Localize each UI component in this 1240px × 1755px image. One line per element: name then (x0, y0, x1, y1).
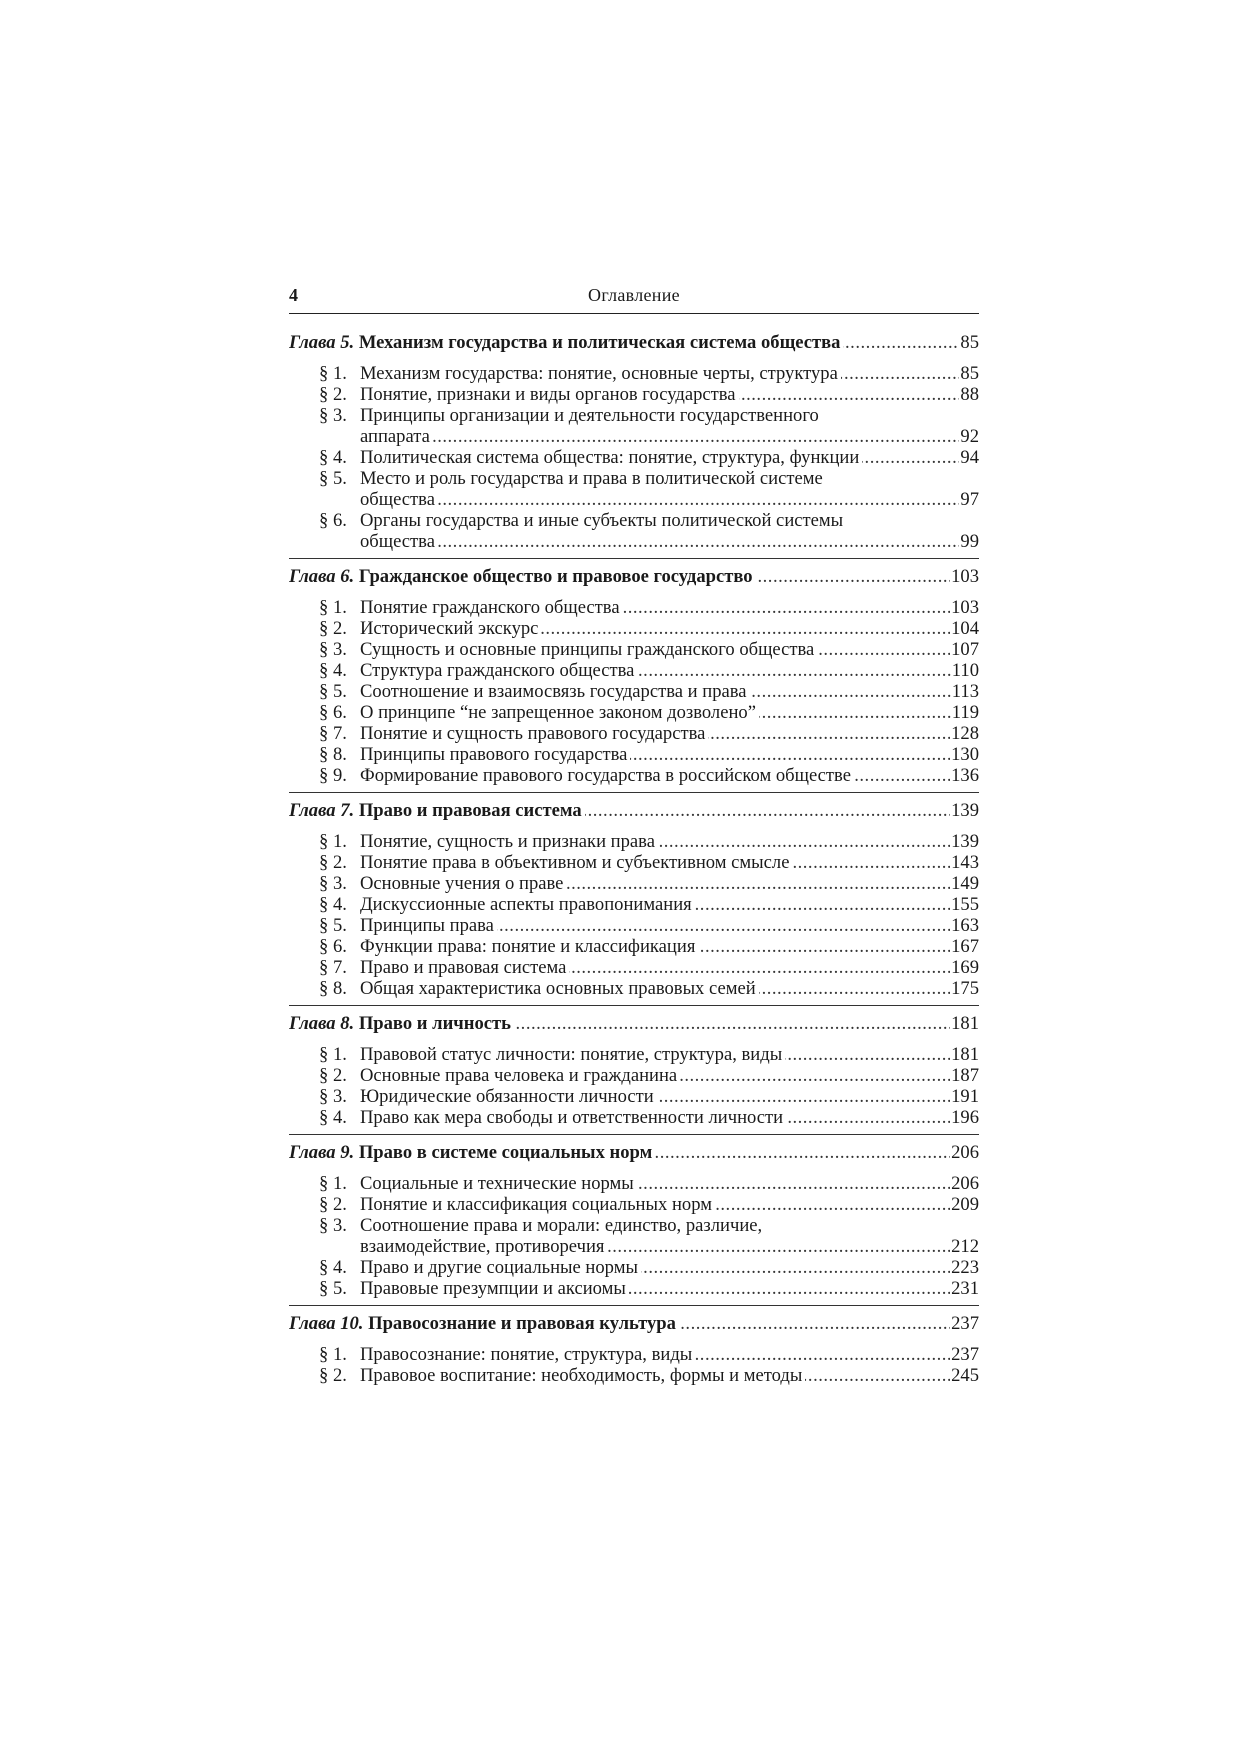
chapter-separator (289, 1005, 979, 1006)
leader-dots (360, 489, 979, 510)
toc-section-entry[interactable] (289, 936, 979, 957)
chapter-heading (289, 1012, 514, 1036)
section-number: § 1. (319, 363, 347, 384)
section-page-number: 88 (960, 384, 979, 405)
page-number: 4 (289, 285, 298, 305)
section-page-number: 167 (951, 936, 979, 957)
toc-section-continuation (289, 489, 979, 510)
section-title: Основные права человека и гражданина (360, 1065, 680, 1086)
chapter-heading (289, 799, 585, 823)
section-title: Механизм государства: понятие, основные черты, структура (360, 363, 841, 384)
toc-section-entry[interactable] (289, 894, 979, 915)
section-number: § 7. (319, 957, 347, 978)
section-page-number: 136 (951, 765, 979, 786)
toc-section-entry[interactable] (289, 468, 979, 489)
section-page-number: 209 (951, 1194, 979, 1215)
section-number: § 2. (319, 1194, 347, 1215)
section-page-number: 187 (951, 1065, 979, 1086)
section-number: § 2. (319, 618, 347, 639)
section-number: § 4. (319, 1107, 347, 1128)
section-number: § 1. (319, 1044, 347, 1065)
toc-section-entry[interactable] (289, 978, 979, 999)
section-page-number: 191 (951, 1086, 979, 1107)
chapter-page-number: 237 (951, 1313, 979, 1334)
chapter-page-number: 181 (951, 1013, 979, 1034)
toc-chapter-entry[interactable] (289, 1141, 979, 1165)
section-number: § 7. (319, 723, 347, 744)
running-header (289, 283, 979, 314)
toc-section-entry[interactable] (289, 1278, 979, 1299)
chapter-heading (289, 565, 756, 589)
section-page-number: 130 (951, 744, 979, 765)
toc-section-entry[interactable] (289, 702, 979, 723)
section-title: Принципы организации и деятельности государственного (360, 405, 822, 426)
section-page-number: 104 (951, 618, 979, 639)
section-title: Понятие и сущность правового государства (360, 723, 708, 744)
section-page-number: 92 (960, 426, 979, 447)
section-title: Политическая система общества: понятие, структура, функции (360, 447, 862, 468)
section-title: Понятие права в объективном и субъективном смысле (360, 852, 792, 873)
section-page-number: 163 (951, 915, 979, 936)
section-page-number: 212 (951, 1236, 979, 1257)
section-number: § 3. (319, 1086, 347, 1107)
toc-chapter-entry[interactable] (289, 1012, 979, 1036)
section-title: Понятие гражданского общества (360, 597, 623, 618)
section-page-number: 103 (951, 597, 979, 618)
toc-section-entry[interactable] (289, 765, 979, 786)
section-number: § 2. (319, 384, 347, 405)
section-page-number: 231 (951, 1278, 979, 1299)
section-title: Правовой статус личности: понятие, структура, виды (360, 1044, 785, 1065)
section-title: Социальные и технические нормы (360, 1173, 637, 1194)
toc-section-entry[interactable] (289, 831, 979, 852)
chapter-separator (289, 558, 979, 559)
section-title: Место и роль государства и права в политической системе (360, 468, 826, 489)
chapter-title: Гражданское общество и правовое государство (358, 566, 753, 587)
section-title: Органы государства и иные субъекты политической системы (360, 510, 846, 531)
toc-chapter-entry[interactable] (289, 565, 979, 589)
toc-section-entry[interactable] (289, 1257, 979, 1278)
section-page-number: 149 (951, 873, 979, 894)
section-title: Понятие, признаки и виды органов государства (360, 384, 739, 405)
chapter-heading (289, 1312, 679, 1336)
section-title: Структура гражданского общества (360, 660, 637, 681)
section-page-number: 128 (951, 723, 979, 744)
section-page-number: 139 (951, 831, 979, 852)
section-title: Сущность и основные принципы гражданского общества (360, 639, 817, 660)
section-number: § 9. (319, 765, 347, 786)
section-number: § 6. (319, 702, 347, 723)
section-page-number: 97 (960, 489, 979, 510)
leader-dots (360, 531, 979, 552)
chapter-heading (289, 331, 843, 355)
section-title: общества (360, 489, 438, 510)
section-page-number: 143 (951, 852, 979, 873)
toc-chapter-entry[interactable] (289, 1312, 979, 1336)
section-number: § 2. (319, 852, 347, 873)
toc-section-entry[interactable] (289, 597, 979, 618)
chapter-page-number: 85 (960, 332, 979, 353)
section-number: § 8. (319, 978, 347, 999)
toc-section-entry[interactable] (289, 405, 979, 426)
toc-section-continuation (289, 1236, 979, 1257)
section-number: § 5. (319, 681, 347, 702)
chapter-page-number: 103 (951, 566, 979, 587)
toc-section-entry[interactable] (289, 1107, 979, 1128)
toc-section-entry[interactable] (289, 915, 979, 936)
section-number: § 1. (319, 831, 347, 852)
section-title: Правосознание: понятие, структура, виды (360, 1344, 695, 1365)
toc-section-entry[interactable] (289, 1173, 979, 1194)
section-number: § 2. (319, 1365, 347, 1386)
chapter-label: Глава 5. (289, 332, 355, 353)
toc-section-entry[interactable] (289, 1344, 979, 1365)
section-page-number: 169 (951, 957, 979, 978)
section-number: § 1. (319, 597, 347, 618)
toc-section-entry[interactable] (289, 1065, 979, 1086)
section-page-number: 181 (951, 1044, 979, 1065)
section-number: § 5. (319, 1278, 347, 1299)
toc-section-entry[interactable] (289, 957, 979, 978)
section-number: § 4. (319, 1257, 347, 1278)
section-page-number: 99 (960, 531, 979, 552)
section-title: Право как мера свободы и ответственности личности (360, 1107, 786, 1128)
section-number: § 1. (319, 1344, 347, 1365)
section-page-number: 175 (951, 978, 979, 999)
section-page-number: 119 (951, 702, 979, 723)
section-title: Функции права: понятие и классификация (360, 936, 698, 957)
chapter-title: Право и правовая система (358, 800, 582, 821)
toc-section-entry[interactable] (289, 639, 979, 660)
toc-section-entry[interactable] (289, 1194, 979, 1215)
page-title: Оглавление (588, 285, 680, 305)
toc-chapter-entry[interactable] (289, 799, 979, 823)
chapter-label: Глава 6. (289, 566, 355, 587)
section-page-number: 94 (960, 447, 979, 468)
section-page-number: 155 (951, 894, 979, 915)
section-page-number: 223 (951, 1257, 979, 1278)
section-title: взаимодействие, противоречия (360, 1236, 607, 1257)
toc-section-continuation (289, 426, 979, 447)
toc-section-entry[interactable] (289, 1365, 979, 1386)
toc-section-entry[interactable] (289, 852, 979, 873)
chapter-label: Глава 9. (289, 1142, 355, 1163)
toc-section-entry[interactable] (289, 1215, 979, 1236)
toc-chapter-entry[interactable] (289, 331, 979, 355)
toc-section-entry[interactable] (289, 510, 979, 531)
chapter-title: Правосознание и правовая культура (368, 1313, 676, 1334)
toc-section-continuation (289, 531, 979, 552)
section-title: Соотношение права и морали: единство, различие, (360, 1215, 765, 1236)
section-page-number: 85 (960, 363, 979, 384)
chapter-label: Глава 7. (289, 800, 355, 821)
section-page-number: 196 (951, 1107, 979, 1128)
chapter-heading (289, 1141, 655, 1165)
section-title: Принципы правового государства (360, 744, 630, 765)
chapter-separator (289, 1305, 979, 1306)
section-number: § 5. (319, 468, 347, 489)
chapter-separator (289, 1134, 979, 1135)
section-number: § 6. (319, 510, 347, 531)
toc-section-entry[interactable] (289, 744, 979, 765)
chapter-title: Право и личность (358, 1013, 511, 1034)
section-page-number: 245 (951, 1365, 979, 1386)
section-title: Право и правовая система (360, 957, 569, 978)
section-number: § 4. (319, 447, 347, 468)
chapter-title: Механизм государства и политическая система общества (358, 332, 841, 353)
section-title: О принципе “не запрещенное законом дозволено” (360, 702, 759, 723)
toc-section-entry[interactable] (289, 447, 979, 468)
chapter-title: Право в системе социальных норм (358, 1142, 653, 1163)
chapter-separator (289, 792, 979, 793)
toc-section-entry[interactable] (289, 681, 979, 702)
section-title: общества (360, 531, 438, 552)
section-title: Соотношение и взаимосвязь государства и права (360, 681, 750, 702)
section-title: Юридические обязанности личности (360, 1086, 657, 1107)
section-number: § 2. (319, 1065, 347, 1086)
section-title: Исторический экскурс (360, 618, 541, 639)
toc-section-entry[interactable] (289, 1044, 979, 1065)
section-title: Основные учения о праве (360, 873, 566, 894)
section-title: Дискуссионные аспекты правопонимания (360, 894, 695, 915)
toc-section-entry[interactable] (289, 723, 979, 744)
section-number: § 8. (319, 744, 347, 765)
section-number: § 6. (319, 936, 347, 957)
section-page-number: 107 (951, 639, 979, 660)
chapter-page-number: 206 (951, 1142, 979, 1163)
section-number: § 5. (319, 915, 347, 936)
toc-section-entry[interactable] (289, 1086, 979, 1107)
section-number: § 1. (319, 1173, 347, 1194)
section-number: § 3. (319, 405, 347, 426)
chapter-page-number: 139 (951, 800, 979, 821)
section-title: Формирование правового государства в российском обществе (360, 765, 854, 786)
section-number: § 4. (319, 894, 347, 915)
toc-section-entry[interactable] (289, 660, 979, 681)
section-page-number: 110 (951, 660, 979, 681)
section-page-number: 113 (951, 681, 979, 702)
section-number: § 3. (319, 873, 347, 894)
section-title: Понятие, сущность и признаки права (360, 831, 658, 852)
toc-section-entry[interactable] (289, 384, 979, 405)
chapter-label: Глава 10. (289, 1313, 364, 1334)
section-title: Общая характеристика основных правовых семей (360, 978, 759, 999)
section-title: Право и другие социальные нормы (360, 1257, 641, 1278)
toc-section-entry[interactable] (289, 363, 979, 384)
chapter-label: Глава 8. (289, 1013, 355, 1034)
section-title: Понятие и классификация социальных норм (360, 1194, 715, 1215)
section-page-number: 237 (951, 1344, 979, 1365)
section-title: Принципы права (360, 915, 497, 936)
section-number: § 4. (319, 660, 347, 681)
section-title: аппарата (360, 426, 433, 447)
toc-section-entry[interactable] (289, 873, 979, 894)
section-title: Правовое воспитание: необходимость, формы и методы (360, 1365, 805, 1386)
toc-section-entry[interactable] (289, 618, 979, 639)
leader-dots (360, 426, 979, 447)
section-number: § 3. (319, 639, 347, 660)
section-page-number: 206 (951, 1173, 979, 1194)
section-number: § 3. (319, 1215, 347, 1236)
section-title: Правовые презумпции и аксиомы (360, 1278, 629, 1299)
